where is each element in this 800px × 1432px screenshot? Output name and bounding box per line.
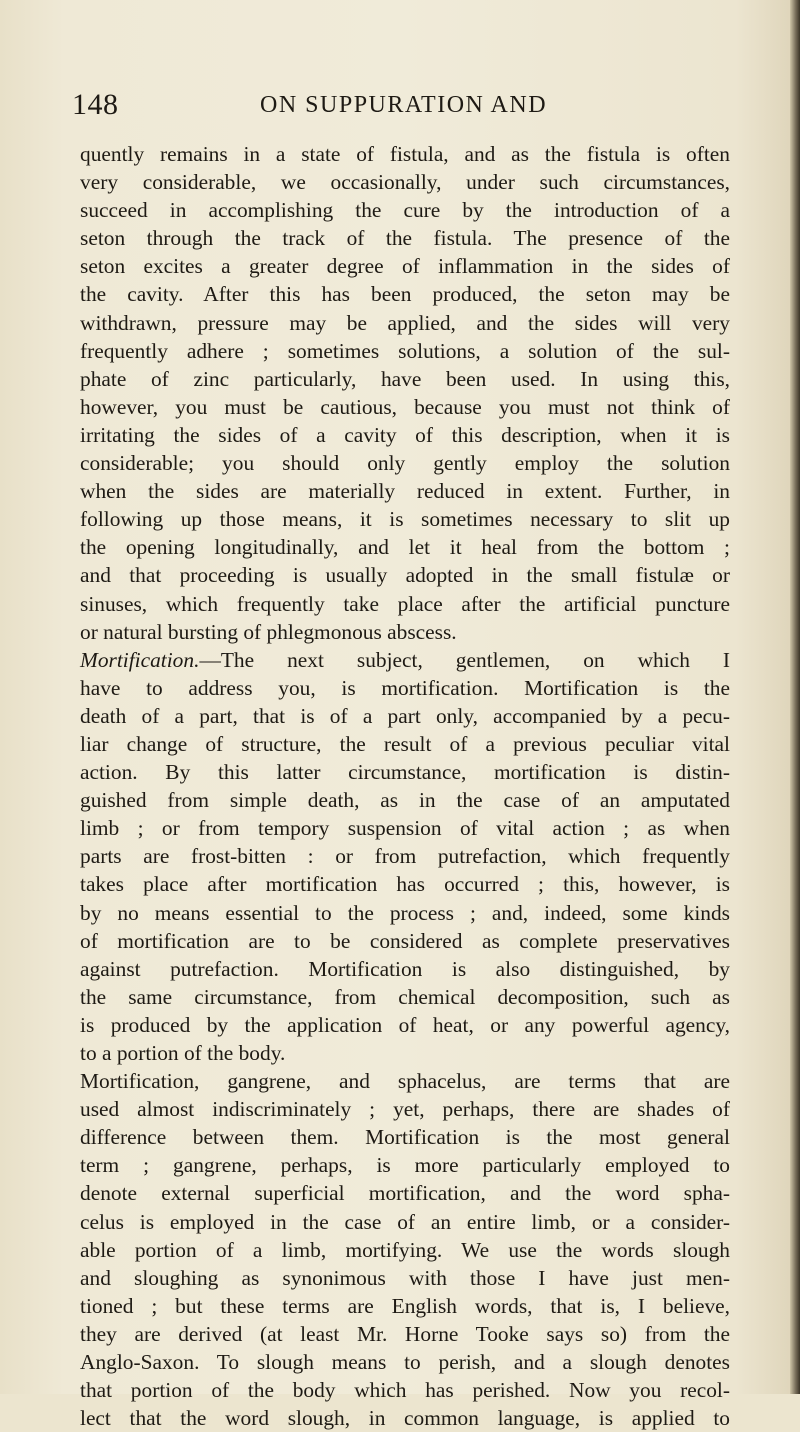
- text-line: [80, 870, 730, 898]
- line-text: parts are frost-bitten : or from putrefaction, which frequently: [80, 844, 730, 869]
- line-text: by no means essential to the process ; and, indeed, some kinds: [80, 900, 730, 925]
- text-line: [80, 1208, 730, 1236]
- text-line: [80, 1179, 730, 1207]
- line-text: frequently adhere ; sometimes solutions, a solution of the sul-: [80, 338, 730, 363]
- text-line: [80, 224, 730, 252]
- text-line: [80, 309, 730, 337]
- line-text: and sloughing as synonimous with those I have just men-: [80, 1265, 730, 1290]
- text-line: [80, 1236, 730, 1264]
- text-line: [80, 618, 730, 646]
- line-text: denote external superficial mortification, and the word spha-: [80, 1181, 730, 1206]
- line-text: seton through the track of the fistula. The presence of the: [80, 226, 730, 251]
- text-line: [80, 168, 730, 196]
- line-text: able portion of a limb, mortifying. We use the words slough: [80, 1237, 730, 1262]
- line-text: phate of zinc particularly, have been used. In using this,: [80, 366, 730, 391]
- page-edge-shadow: [790, 0, 800, 1394]
- line-text: term ; gangrene, perhaps, is more particularly employed to: [80, 1153, 730, 1178]
- line-text: the same circumstance, from chemical decomposition, such as: [80, 984, 730, 1009]
- line-text: to a portion of the body.: [80, 1041, 286, 1065]
- text-line: [80, 1151, 730, 1179]
- text-line: [80, 561, 730, 589]
- line-text: used almost indiscriminately ; yet, perhaps, there are shades of: [80, 1097, 730, 1122]
- page-header: [72, 88, 732, 128]
- line-text: lect that the word slough, in common language, is applied to: [80, 1406, 730, 1431]
- text-line: [80, 252, 730, 280]
- text-line: [80, 1348, 730, 1376]
- line-text: the opening longitudinally, and let it heal from the bottom ;: [80, 535, 730, 560]
- line-text: have to address you, is mortification. Mortification is the: [80, 675, 730, 700]
- text-line: [80, 337, 730, 365]
- line-text: following up those means, it is sometimes necessary to slit up: [80, 507, 730, 532]
- body-text: [80, 140, 730, 1432]
- text-line: [80, 814, 730, 842]
- line-text: limb ; or from tempory suspension of vital action ; as when: [80, 816, 730, 841]
- text-line: [80, 505, 730, 533]
- text-line: [80, 758, 730, 786]
- text-line: [80, 927, 730, 955]
- line-text: celus is employed in the case of an entire limb, or a consider-: [80, 1209, 730, 1234]
- text-line: [80, 1292, 730, 1320]
- text-line: [80, 477, 730, 505]
- line-text: —The next subject, gentlemen, on which I: [199, 647, 730, 672]
- line-text: quently remains in a state of fistula, and as the fistula is often: [80, 142, 730, 166]
- line-text: takes place after mortification has occurred ; this, however, is: [80, 872, 730, 897]
- line-text: however, you must be cautious, because you must not think of: [80, 394, 730, 419]
- line-text: they are derived (at least Mr. Horne Tooke says so) from the: [80, 1321, 730, 1346]
- text-line: [80, 730, 730, 758]
- text-line: [80, 449, 730, 477]
- text-line: [80, 702, 730, 730]
- line-text: the cavity. After this has been produced, the seton may be: [80, 282, 730, 307]
- section-heading: Mortification.: [80, 647, 200, 672]
- text-line: [80, 983, 730, 1011]
- text-line: [80, 1067, 730, 1095]
- text-line: [80, 1095, 730, 1123]
- line-text: succeed in accomplishing the cure by the introduction of a: [80, 198, 730, 223]
- line-text: of mortification are to be considered as complete preservatives: [80, 928, 730, 953]
- line-text: action. By this latter circumstance, mortification is distin-: [80, 760, 730, 785]
- text-line: [80, 140, 730, 168]
- line-text: irritating the sides of a cavity of this description, when it is: [80, 422, 730, 447]
- text-line: [80, 365, 730, 393]
- line-text: liar change of structure, the result of a previous peculiar vital: [80, 731, 730, 756]
- line-text: guished from simple death, as in the case of an amputated: [80, 788, 730, 813]
- line-text: is produced by the application of heat, or any powerful agency,: [80, 1012, 730, 1037]
- text-line: [80, 1264, 730, 1292]
- page-number: 148: [72, 88, 119, 121]
- line-text: Mortification, gangrene, and sphacelus, are terms that are: [80, 1069, 730, 1094]
- text-line: [80, 196, 730, 224]
- text-line: [80, 421, 730, 449]
- text-line: [80, 786, 730, 814]
- text-line: [80, 1039, 730, 1067]
- text-line: [80, 280, 730, 308]
- line-text: tioned ; but these terms are English words, that is, I believe,: [80, 1293, 730, 1318]
- text-line: [80, 899, 730, 927]
- line-text: that portion of the body which has perished. Now you recol-: [80, 1378, 730, 1403]
- line-text: very considerable, we occasionally, under such circumstances,: [80, 170, 730, 195]
- text-line: [80, 1320, 730, 1348]
- line-text: and that proceeding is usually adopted in the small fistulæ or: [80, 563, 730, 588]
- text-line: [80, 590, 730, 618]
- line-text: death of a part, that is of a part only, accompanied by a pecu-: [80, 703, 730, 728]
- text-line: [80, 1123, 730, 1151]
- line-text: Anglo-Saxon. To slough means to perish, and a slough denotes: [80, 1350, 730, 1375]
- line-text: considerable; you should only gently employ the solution: [80, 451, 730, 476]
- text-line: [80, 674, 730, 702]
- running-head: ON SUPPURATION AND: [260, 92, 548, 118]
- text-line: [80, 1376, 730, 1404]
- line-text: against putrefaction. Mortification is also distinguished, by: [80, 956, 730, 981]
- line-text: difference between them. Mortification is the most general: [80, 1125, 730, 1150]
- text-line: [80, 1011, 730, 1039]
- text-line: [80, 533, 730, 561]
- text-line: [80, 393, 730, 421]
- text-line: [80, 842, 730, 870]
- text-line: [80, 955, 730, 983]
- line-text: withdrawn, pressure may be applied, and the sides will very: [80, 310, 730, 335]
- line-text: sinuses, which frequently take place after the artificial puncture: [80, 591, 730, 616]
- line-text: when the sides are materially reduced in extent. Further, in: [80, 479, 730, 504]
- line-text: or natural bursting of phlegmonous abscess.: [80, 619, 457, 644]
- text-line: [80, 1404, 730, 1432]
- text-line: [80, 646, 730, 674]
- line-text: seton excites a greater degree of inflammation in the sides of: [80, 254, 730, 279]
